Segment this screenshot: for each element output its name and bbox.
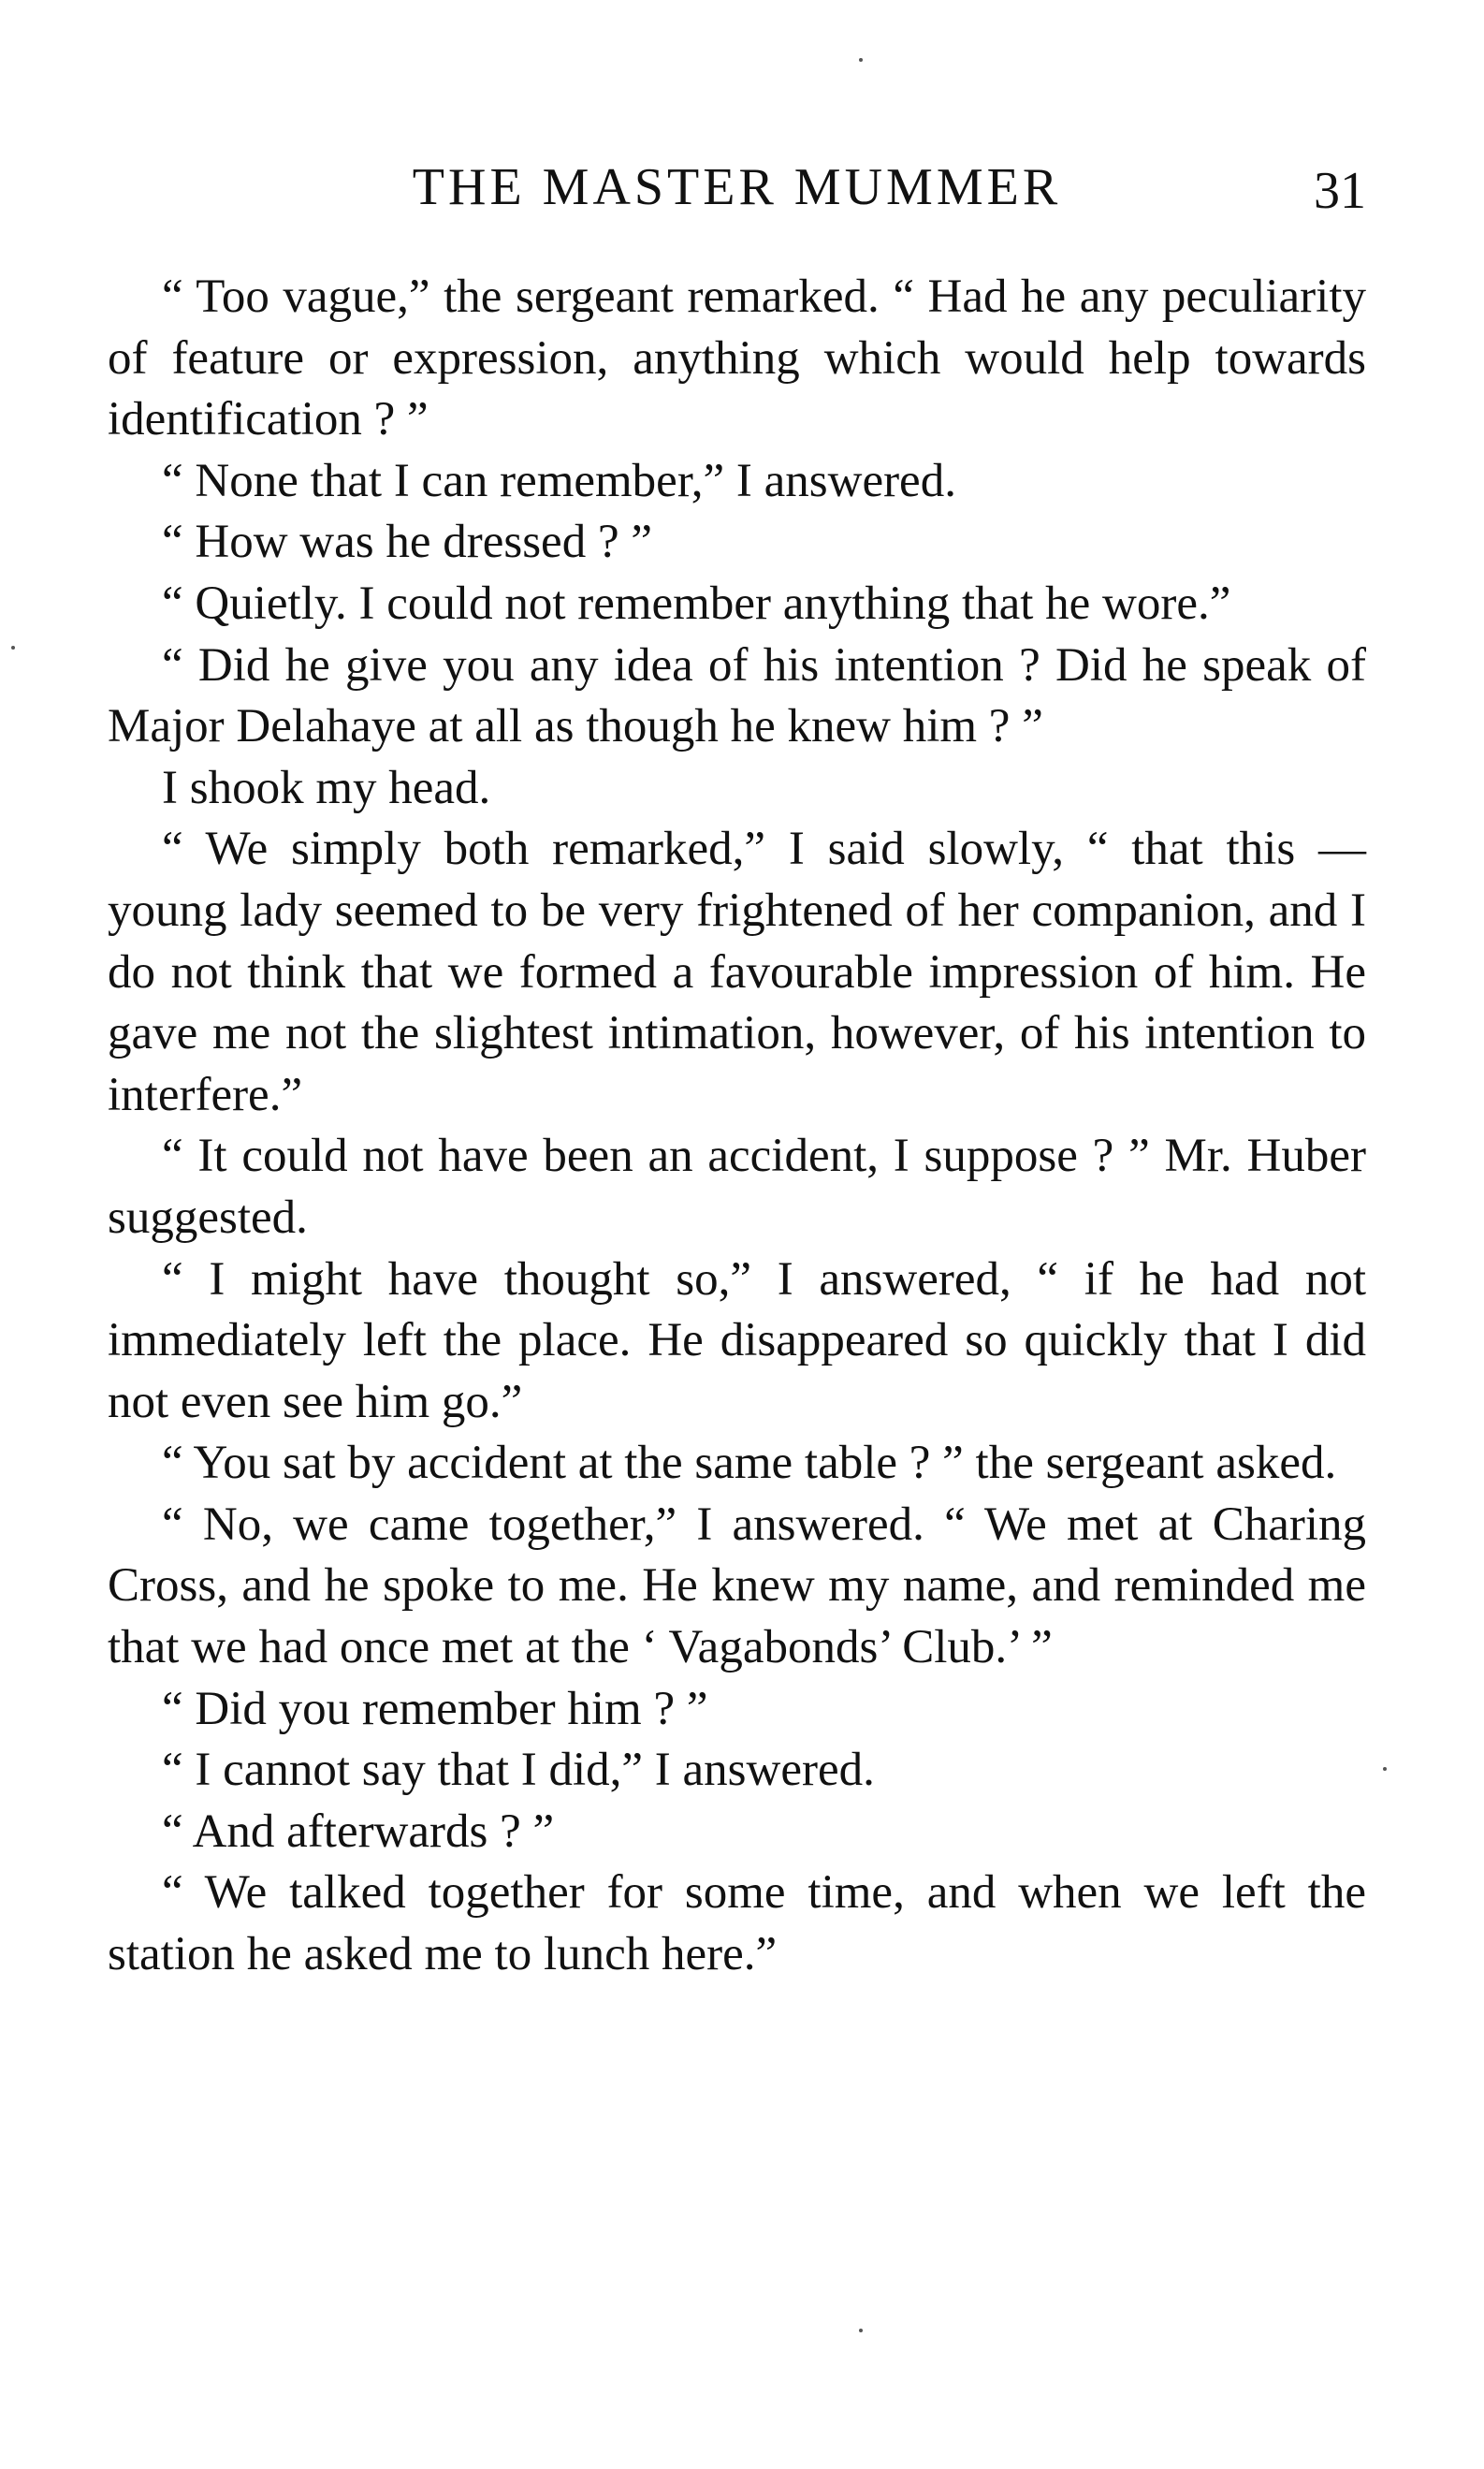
paragraph: “ No, we came together,” I answered. “ We met at Charing Cross, and he spoke to me. He knew my name, and reminded me that we had once met at the ‘ Vagabonds’ Club.’ ” [108, 1497, 1366, 1674]
paragraph: “ Too vague,” the sergeant remarked. “ Had he any peculiarity of feature or expression, anything which would help towards identification ? ” [108, 270, 1366, 446]
scan-speck [11, 646, 15, 650]
paragraph: “ Did he give you any idea of his intention ? Did he speak of Major Delahaye at all as though he knew him ? ” [108, 638, 1366, 753]
paragraph: “ I might have thought so,” I answered, “ if he had not immediately left the place. He disappeared so quickly that I did not even see him go.” [108, 1252, 1366, 1428]
paragraph: “ And afterwards ? ” [162, 1804, 555, 1858]
body-text [108, 267, 1366, 1986]
running-header [108, 154, 1366, 220]
paragraph: “ It could not have been an accident, I suppose ? ” Mr. Huber suggested. [108, 1130, 1366, 1244]
paragraph: I shook my head. [162, 761, 491, 814]
paragraph: “ Quietly. I could not remember anything that he wore.” [162, 577, 1231, 630]
running-title: THE MASTER MUMMER [412, 158, 1062, 216]
paragraph: “ We simply both remarked,” I said slowly, “ that this — young lady seemed to be very frightened of her companion, and I do not think that we formed a favourable impression of him. He gave me not the slightest intimation, however, of his intention to interfere.” [108, 823, 1366, 1121]
page-number: 31 [1314, 162, 1366, 220]
scan-speck [859, 2329, 863, 2332]
paragraph: “ I cannot say that I did,” I answered. [162, 1744, 875, 1797]
paragraph: “ None that I can remember,” I answered. [162, 454, 956, 507]
scan-speck [859, 58, 863, 62]
paragraph: “ Did you remember him ? ” [162, 1682, 708, 1735]
paragraph: “ We talked together for some time, and when we left the station he asked me to lunch here.” [108, 1866, 1366, 1981]
scan-speck [1383, 1767, 1387, 1771]
paragraph: “ How was he dressed ? ” [162, 516, 652, 569]
paragraph: “ You sat by accident at the same table ? ” the sergeant asked. [162, 1437, 1337, 1490]
